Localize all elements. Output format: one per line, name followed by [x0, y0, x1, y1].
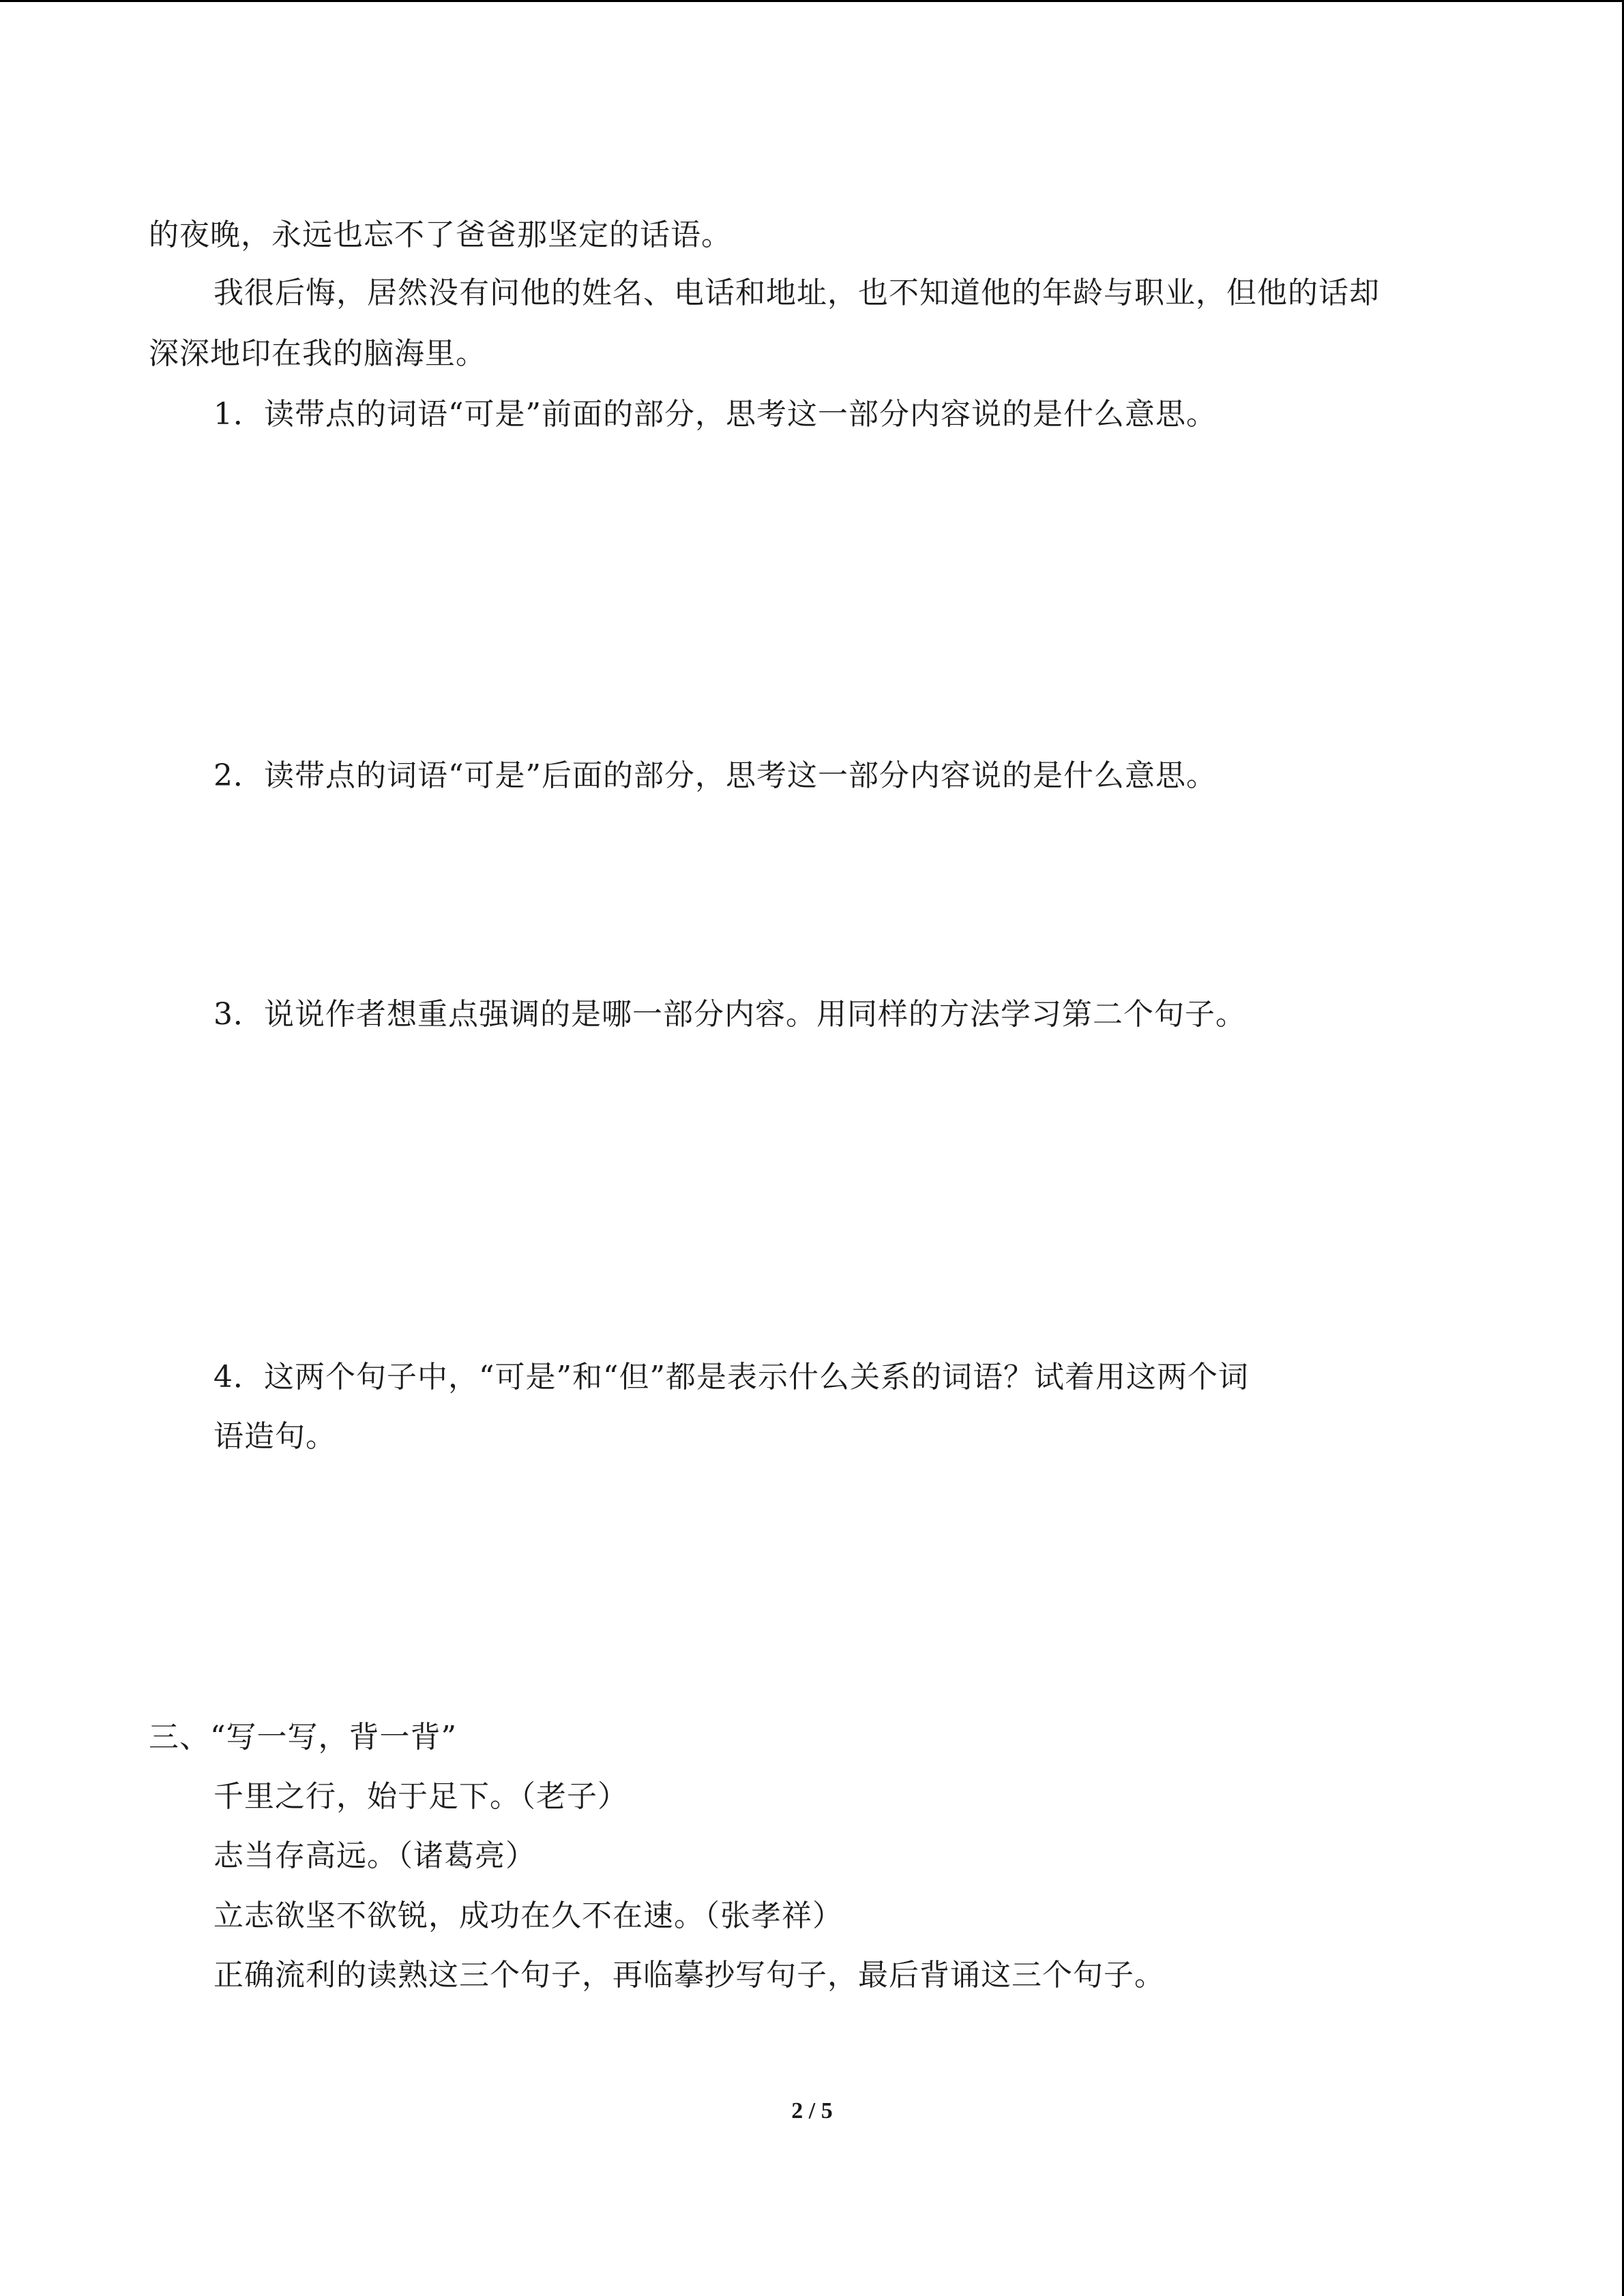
quote-3: 立志欲坚不欲锐，成功在久不在速。（张孝祥）: [213, 1898, 843, 1933]
question-1: 1．读带点的词语“可是”前面的部分，思考这一部分内容说的是什么意思。: [213, 397, 1217, 432]
page-number: 2 / 5: [791, 2098, 833, 2123]
passage-line-3: 深深地印在我的脑海里。: [149, 336, 486, 371]
passage-line-1: 的夜晚，永远也忘不了爸爸那坚定的话语。: [149, 218, 732, 252]
section-3-instruction: 正确流利的读熟这三个句子，再临摹抄写句子，最后背诵这三个句子。: [213, 1958, 1165, 1993]
quote-2: 志当存高远。（诸葛亮）: [213, 1838, 536, 1873]
question-4-line-2: 语造句。: [213, 1419, 336, 1454]
question-4-line-1: 4．这两个句子中，“可是”和“但”都是表示什么关系的词语？试着用这两个词: [213, 1360, 1249, 1395]
passage-line-2: 我很后悔，居然没有问他的姓名、电话和地址，也不知道他的年龄与职业，但他的话却: [213, 275, 1380, 310]
page-border-top: [0, 0, 1624, 2]
section-3-heading: 三、“写一写，背一背”: [149, 1720, 457, 1755]
quote-1: 千里之行，始于足下。（老子）: [213, 1779, 628, 1814]
question-3: 3．说说作者想重点强调的是哪一部分内容。用同样的方法学习第二个句子。: [213, 997, 1246, 1032]
question-2: 2．读带点的词语“可是”后面的部分，思考这一部分内容说的是什么意思。: [213, 758, 1217, 793]
